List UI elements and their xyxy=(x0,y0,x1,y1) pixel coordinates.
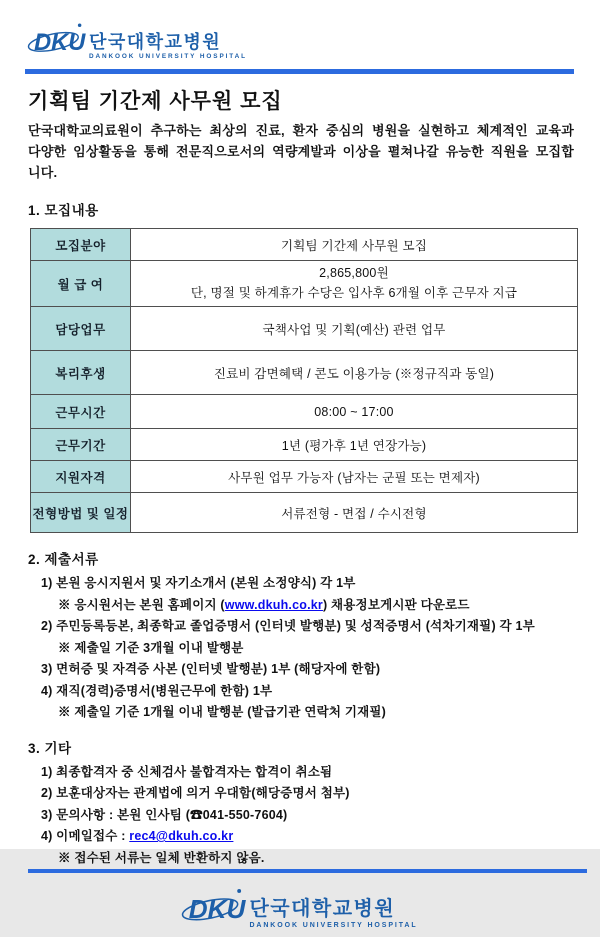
list-item: 4) 재직(경력)증명서(병원근무에 한함) 1부 xyxy=(41,683,273,698)
hospital-name-english: DANKOOK UNIVERSITY HOSPITAL xyxy=(89,52,247,60)
footer-logo xyxy=(0,873,600,931)
list-item: 2) 주민등록등본, 최종학교 졸업증명서 (인터넷 발행분) 및 성적증명서 (석차기재필) 각 1부 xyxy=(41,619,535,634)
row-value-welfare xyxy=(131,351,578,395)
list-item: 3) 문의사항 : 본원 인사팀 (☎041-550-7604) xyxy=(41,807,288,822)
hospital-name-korean: 단국대학교병원 xyxy=(89,31,222,52)
row-label: 근무시간 xyxy=(55,405,106,420)
dku-logo-mark-icon xyxy=(182,885,244,929)
table-row xyxy=(31,229,578,261)
row-value: 08:00 ~ 17:00 xyxy=(314,404,394,419)
list-note: ※ 제출일 기준 1개월 이내 발행분 (발급기관 연락처 기재필) xyxy=(58,705,387,720)
row-header-hours xyxy=(31,395,131,429)
document-footer xyxy=(0,869,600,937)
row-value: 기획팀 기간제 사무원 모집 xyxy=(280,238,428,253)
row-header-process xyxy=(31,493,131,533)
row-label: 근무기간 xyxy=(55,438,106,453)
row-value: 1년 (평가후 1년 연장가능) xyxy=(281,438,427,453)
hospital-name-english: DANKOOK UNIVERSITY HOSPITAL xyxy=(249,922,418,930)
homepage-link[interactable]: www.dkuh.co.kr xyxy=(224,597,323,612)
email-label: 4) 이메일접수 : xyxy=(41,829,130,844)
row-label: 월 급 여 xyxy=(57,277,104,292)
svg-text:DKU: DKU xyxy=(34,29,86,56)
etc-list xyxy=(28,762,576,870)
dku-logo-mark-icon xyxy=(28,20,84,60)
row-header-period xyxy=(31,429,131,461)
table-row xyxy=(31,261,578,307)
row-header-field xyxy=(31,229,131,261)
list-note: ※ 제출일 기준 3개월 이내 발행분 xyxy=(58,640,244,655)
email-link[interactable]: rec4@dkuh.co.kr xyxy=(129,829,234,844)
row-label: 모집분야 xyxy=(55,238,106,253)
footer-logo-inner xyxy=(182,885,417,929)
row-header-duty xyxy=(31,307,131,351)
table-row xyxy=(31,307,578,351)
row-value-hours xyxy=(131,395,578,429)
table-row xyxy=(31,395,578,429)
row-value: 사무원 업무 가능자 (남자는 군필 또는 면제자) xyxy=(228,470,480,485)
hospital-name-korean: 단국대학교병원 xyxy=(249,898,396,921)
row-value-period xyxy=(131,429,578,461)
list-note xyxy=(28,595,576,617)
row-value: 국책사업 및 기획(예산) 관련 업무 xyxy=(262,322,446,337)
list-item: 1) 최종합격자 중 신체검사 불합격자는 합격이 취소됨 xyxy=(41,764,333,779)
section-heading-recruit: 1. 모집내용 xyxy=(28,203,99,219)
svg-text:DKU: DKU xyxy=(189,894,246,925)
row-header-salary xyxy=(31,261,131,307)
row-label: 담당업무 xyxy=(55,322,106,337)
note-text-prefix: ※ 응시원서는 본원 홈페이지 ( xyxy=(58,597,225,612)
row-label: 전형방법 및 일정 xyxy=(32,506,129,521)
table-row xyxy=(31,351,578,395)
list-item: 2) 보훈대상자는 관계법에 의거 우대함(해당증명서 첨부) xyxy=(41,786,350,801)
list-item: 3) 면허증 및 자격증 사본 (인터넷 발행분) 1부 (해당자에 한함) xyxy=(41,662,381,677)
header-logo xyxy=(28,20,576,60)
list-item: 1) 본원 응시지원서 및 자기소개서 (본원 소정양식) 각 1부 xyxy=(41,576,356,591)
section-heading-documents: 2. 제출서류 xyxy=(28,552,99,568)
intro-paragraph: 단국대학교의료원이 추구하는 최상의 진료, 환자 중심의 병원을 실현하고 체계적인 교육과 다양한 임상활동을 통해 전문직으로서의 역량계발과 이상을 펼쳐나갈 유능한 직원을 모집합니다. xyxy=(28,123,574,181)
header-logo-text xyxy=(89,33,247,60)
row-header-welfare xyxy=(31,351,131,395)
note-text-suffix: ) 채용정보게시판 다운로드 xyxy=(322,597,470,612)
salary-condition: 단, 명절 및 하계휴가 수당은 입사후 6개월 이후 근무자 지급 xyxy=(190,285,518,300)
row-header-qualification xyxy=(31,461,131,493)
salary-amount: 2,865,800원 xyxy=(319,266,389,281)
row-value-salary xyxy=(131,261,578,307)
documents-list xyxy=(28,573,576,724)
row-label: 지원자격 xyxy=(55,470,106,485)
list-note: ※ 접수된 서류는 일체 반환하지 않음. xyxy=(58,850,265,865)
row-value-field xyxy=(131,229,578,261)
page-title: 기획팀 기간제 사무원 모집 xyxy=(28,90,283,113)
row-value: 서류전형 - 면접 / 수시전형 xyxy=(281,506,427,521)
section-heading-etc: 3. 기타 xyxy=(28,740,72,756)
row-label: 복리후생 xyxy=(55,366,106,381)
row-value-qualification xyxy=(131,461,578,493)
table-row xyxy=(31,429,578,461)
footer-logo-text xyxy=(249,899,417,929)
recruit-table xyxy=(30,228,578,533)
row-value: 진료비 감면혜택 / 콘도 이용가능 (※정규직과 동일) xyxy=(213,366,495,381)
list-item xyxy=(28,826,576,848)
row-value-process xyxy=(131,493,578,533)
row-value-duty xyxy=(131,307,578,351)
header-divider-bar xyxy=(25,69,574,74)
table-row xyxy=(31,461,578,493)
table-row xyxy=(31,493,578,533)
